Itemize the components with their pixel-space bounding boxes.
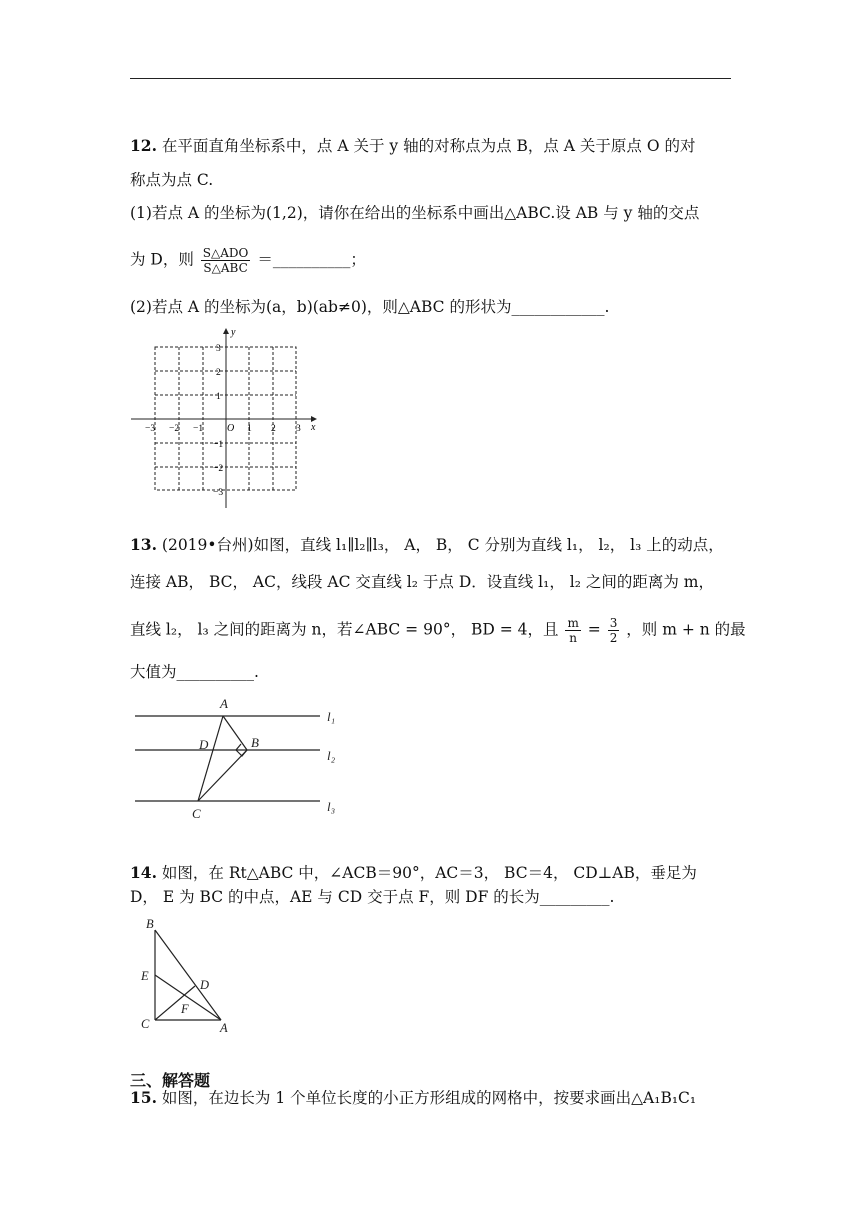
x-tick: −3 — [145, 424, 156, 434]
point-f-label: F — [181, 1002, 189, 1016]
q13-line4: 大值为__________. — [130, 663, 259, 681]
q13-line3-pre: 直线 l₂， l₃ 之间的距离为 n，若∠ABC = 90°， BD = 4，且 — [130, 620, 559, 639]
x-tick: −2 — [169, 424, 180, 434]
area-ratio-fraction — [201, 246, 251, 275]
point-e-label: E — [141, 969, 149, 983]
x-tick-labels — [145, 424, 301, 434]
q13-line3: 直线 l₂， l₃ 之间的距离为 n，若∠ABC = 90°， BD = 4，且 $\frac{m}{n}$ = $\frac{3}{2}$ ，则 m + n 的最 — [130, 616, 746, 645]
q15-text1: 如图，在边长为 1 个单位长度的小正方形组成的网格中，按要求画出△A₁B₁C₁ — [161, 1089, 697, 1107]
point-c-label: C — [192, 806, 201, 821]
parallel-lines — [135, 716, 320, 801]
x-axis-label: x — [311, 422, 316, 433]
q12-answer-blank: ＝__________； — [257, 250, 366, 269]
header-rule — [130, 78, 731, 79]
y-tick: −1 — [213, 440, 224, 450]
y-tick: −3 — [213, 488, 224, 498]
q12-line4 — [130, 246, 366, 275]
point-d-label: D — [200, 978, 210, 992]
y-tick-labels — [213, 344, 223, 498]
q13-number: 13. — [130, 535, 157, 554]
q12-number: 12. — [130, 136, 157, 155]
point-a-label: A — [220, 696, 228, 711]
q12-line2: 称点为点 C. — [130, 171, 214, 189]
q12-line1 — [130, 136, 696, 156]
point-d-label: D — [199, 737, 209, 752]
y-tick: 3 — [216, 344, 221, 354]
q15-line1 — [130, 1088, 696, 1108]
y-tick: 2 — [216, 368, 221, 378]
y-axis-arrow-icon — [223, 328, 229, 334]
point-c-label: C — [141, 1017, 150, 1031]
x-tick: 1 — [247, 424, 252, 434]
x-tick: 2 — [271, 424, 276, 434]
three-halves-fraction — [608, 616, 620, 645]
x-tick: −1 — [193, 424, 204, 434]
point-a-label: A — [220, 1021, 228, 1035]
fraction-numerator: 3 — [609, 616, 618, 630]
fraction-numerator: S△ADO — [202, 246, 249, 260]
point-b-label: B — [251, 735, 259, 750]
section-heading: 三、解答题 — [130, 1071, 211, 1090]
origin-label: O — [227, 423, 235, 434]
fraction-denominator: 2 — [609, 631, 618, 645]
q12-line5: (2)若点 A 的坐标为(a，b)(ab≠0)，则△ABC 的形状为____________. — [130, 298, 610, 316]
fraction-denominator: S△ABC — [203, 261, 248, 275]
q13-text1: (2019•台州)如图，直线 l₁∥l₂∥l₃， A， B， C 分别为直线 l₁， l₂， l₃ 上的动点， — [161, 536, 724, 554]
q13-line1 — [130, 535, 724, 555]
line-l3-label: l₃ — [327, 799, 336, 814]
q14-line2: D， E 为 BC 的中点，AE 与 CD 交于点 F，则 DF 的长为_________. — [130, 888, 615, 906]
x-tick: 3 — [296, 424, 301, 434]
y-tick: 1 — [216, 392, 221, 402]
line-l1-label: l₁ — [327, 709, 336, 724]
q14-text1: 如图，在 Rt△ABC 中，∠ACB＝90°，AC＝3， BC＝4， CD⊥AB，垂足为 — [161, 864, 697, 882]
q14-line1 — [130, 863, 697, 883]
q13-line3-post: ，则 m + n 的最 — [626, 620, 746, 639]
right-triangle-figure — [136, 914, 246, 1036]
coordinate-grid-figure — [125, 325, 325, 515]
q12-text1: 在平面直角坐标系中，点 A 关于 y 轴的对称点为点 B，点 A 关于原点 O 的对 — [161, 137, 696, 155]
parallel-lines-figure — [130, 692, 360, 822]
q13-line2: 连接 AB， BC， AC，线段 AC 交直线 l₂ 于点 D．设直线 l₁， l₂ 之间的距离为 m， — [130, 573, 714, 591]
point-b-label: B — [146, 917, 154, 931]
q12-line4-pre: 为 D，则 — [130, 250, 194, 269]
line-l2-label: l₂ — [327, 748, 336, 763]
q14-number: 14. — [130, 863, 157, 882]
q15-number: 15. — [130, 1088, 157, 1107]
fraction-denominator: n — [569, 631, 578, 645]
q12-line3: (1)若点 A 的坐标为(1,2)，请你在给出的坐标系中画出△ABC.设 AB 与 y 轴的交点 — [130, 204, 700, 222]
y-axis-label: y — [231, 327, 236, 338]
m-over-n-fraction — [565, 616, 580, 645]
y-tick: −2 — [213, 464, 224, 474]
triangle-abc — [198, 716, 247, 801]
fraction-numerator: m — [567, 616, 579, 630]
